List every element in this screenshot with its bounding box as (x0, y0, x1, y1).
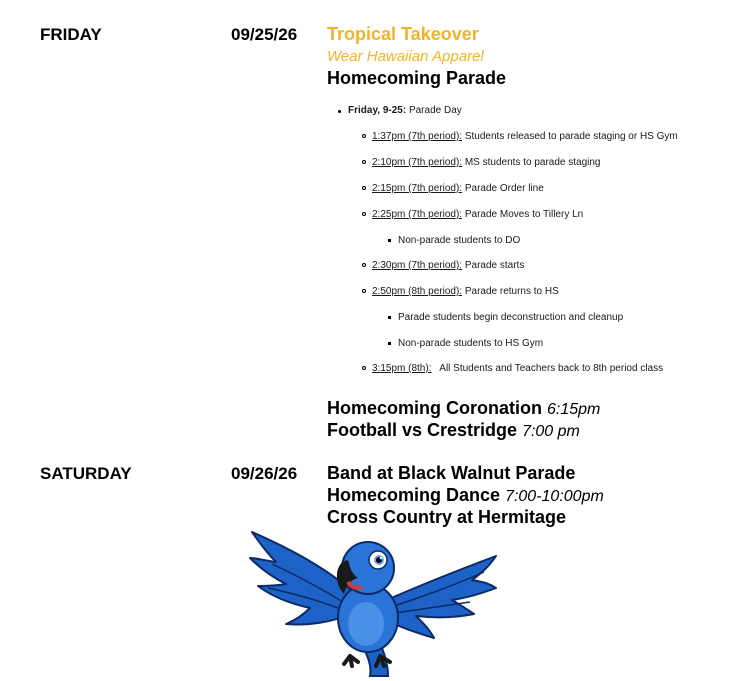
schedule-item: 2:30pm (7th period): Parade starts (372, 260, 525, 271)
bullet-circle-icon (362, 186, 366, 190)
bullet-circle-icon (362, 160, 366, 164)
bullet-circle-icon (362, 263, 366, 267)
saturday-date: 09/26/26 (231, 464, 298, 483)
coronation-event: Homecoming Coronation 6:15pm (327, 398, 601, 418)
theme-subtitle: Wear Hawaiian Apparel (327, 48, 484, 65)
bullet-square-icon (388, 239, 391, 242)
schedule-item: 3:15pm (8th): All Students and Teachers back to 8th period class (372, 363, 664, 374)
bullet-circle-icon (362, 366, 366, 370)
football-event: Football vs Crestridge 7:00 pm (327, 420, 580, 440)
bullet-square-icon (388, 316, 391, 319)
band-parade-event: Band at Black Walnut Parade (327, 463, 576, 483)
friday-date: 09/25/26 (231, 25, 298, 44)
schedule-item: 2:10pm (7th period): MS students to parade staging (372, 157, 601, 168)
schedule-item: 2:25pm (7th period): Parade Moves to Tillery Ln (372, 209, 584, 220)
schedule-subitem: Non-parade students to HS Gym (398, 338, 544, 349)
dance-event: Homecoming Dance 7:00-10:00pm (327, 485, 604, 505)
theme-title: Tropical Takeover (327, 24, 479, 44)
cross-country-event: Cross Country at Hermitage (327, 507, 567, 527)
saturday-day-label: SATURDAY (40, 464, 132, 483)
bullet-circle-icon (362, 289, 366, 293)
homecoming-parade-title: Homecoming Parade (327, 68, 507, 88)
schedule-item: 2:50pm (8th period): Parade returns to HS (372, 286, 559, 297)
bullet-dot-icon (338, 110, 341, 113)
schedule-subitem: Non-parade students to DO (398, 235, 521, 246)
bullet-circle-icon (362, 134, 366, 138)
schedule-subitem: Parade students begin deconstruction and cleanup (398, 312, 624, 323)
bullet-circle-icon (362, 212, 366, 216)
friday-day-label: FRIDAY (40, 25, 102, 44)
schedule-item: 2:15pm (7th period): Parade Order line (372, 183, 544, 194)
schedule-item: 1:37pm (7th period): Students released to parade staging or HS Gym (372, 131, 678, 142)
schedule-header: Friday, 9-25: Parade Day (348, 105, 462, 116)
bullet-square-icon (388, 342, 391, 345)
blue-parrot-mascot-icon (248, 528, 500, 678)
